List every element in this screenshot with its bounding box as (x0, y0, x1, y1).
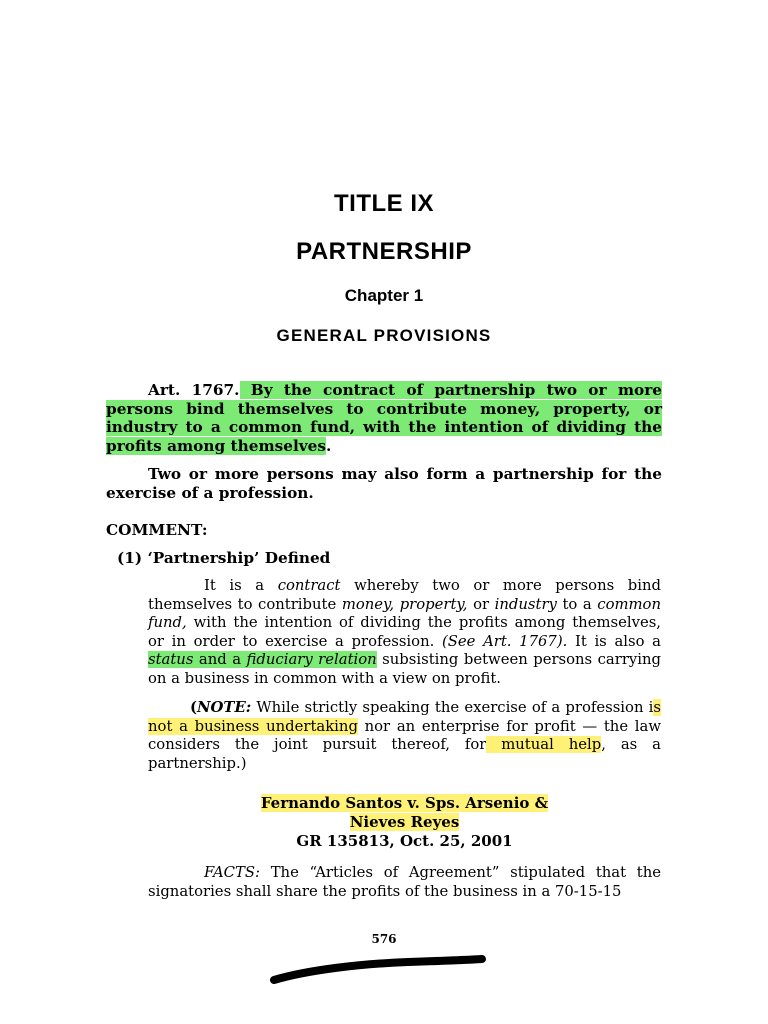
facts-paragraph (148, 864, 661, 901)
note-b: nor an enterprise for profit — the law considers the joint pursuit thereof, for (148, 717, 661, 754)
def-f: industry (494, 595, 557, 613)
note-highlight-2: mutual help (486, 736, 602, 754)
def-h: common fund, (148, 595, 661, 632)
case-caption (148, 794, 661, 851)
def-m: subsisting between persons carrying on a business in common with a view on profit. (148, 651, 661, 687)
def-d: money, property, (341, 595, 468, 613)
comment-item-heading: (1) ‘Partnership’ Defined (117, 549, 331, 567)
title-heading: TITLE IX (334, 190, 434, 217)
page-number: 576 (371, 932, 397, 946)
note-open: ( (190, 699, 198, 716)
def-j: (See Art. 1767). (441, 632, 568, 650)
article-second-paragraph: Two or more persons may also form a partnership for the exercise of a profession. (106, 465, 662, 502)
def-g: to a (556, 595, 598, 613)
facts-label: FACTS: (204, 864, 260, 881)
def-status-highlight (148, 651, 377, 668)
section-heading: GENERAL PROVISIONS (276, 326, 492, 345)
note-highlight-1: s not a business undertaking (148, 699, 661, 735)
definition-paragraph (148, 577, 661, 689)
def-l3: fiduciary relation (246, 651, 377, 669)
def-a: It is a (204, 577, 278, 594)
def-l2: and a (193, 651, 247, 669)
def-c: whereby two or more persons bind themselves to contribute (148, 577, 661, 613)
article-highlighted-text: By the contract of partnership two or more persons bind themselves to contribute money, property, or industry to a common fund, with the intention of dividing the profits among themselves (106, 381, 663, 455)
case-line1: Fernando Santos v. Sps. Arsenio & (260, 794, 549, 812)
case-line3: GR 135813, Oct. 25, 2001 (296, 832, 513, 850)
comment-label: COMMENT: (106, 521, 208, 539)
facts-text: The “Articles of Agreement” stipulated that the signatories shall share the profits of the business in a 70-15-15 (148, 864, 661, 900)
note-c: , as a partnership.) (148, 736, 661, 772)
pen-stroke-mark (268, 950, 498, 990)
case-line2: Nieves Reyes (349, 813, 460, 831)
def-k: It is also a (567, 632, 662, 650)
def-i: with the intention of dividing the profits among themselves, or in order to exercise a profession. (148, 614, 661, 650)
def-b: contract (277, 577, 341, 594)
def-l1: status (148, 651, 194, 669)
article-end: . (326, 436, 332, 455)
chapter-heading: Chapter 1 (344, 286, 424, 305)
note-a: While strictly speaking the exercise of a profession i (251, 699, 654, 716)
article-number: Art. 1767. (148, 381, 240, 399)
def-e: or (467, 595, 495, 613)
note-label: NOTE: (197, 699, 252, 716)
note-paragraph (148, 699, 661, 773)
article-paragraph (106, 381, 662, 455)
subject-heading: PARTNERSHIP (296, 238, 472, 265)
